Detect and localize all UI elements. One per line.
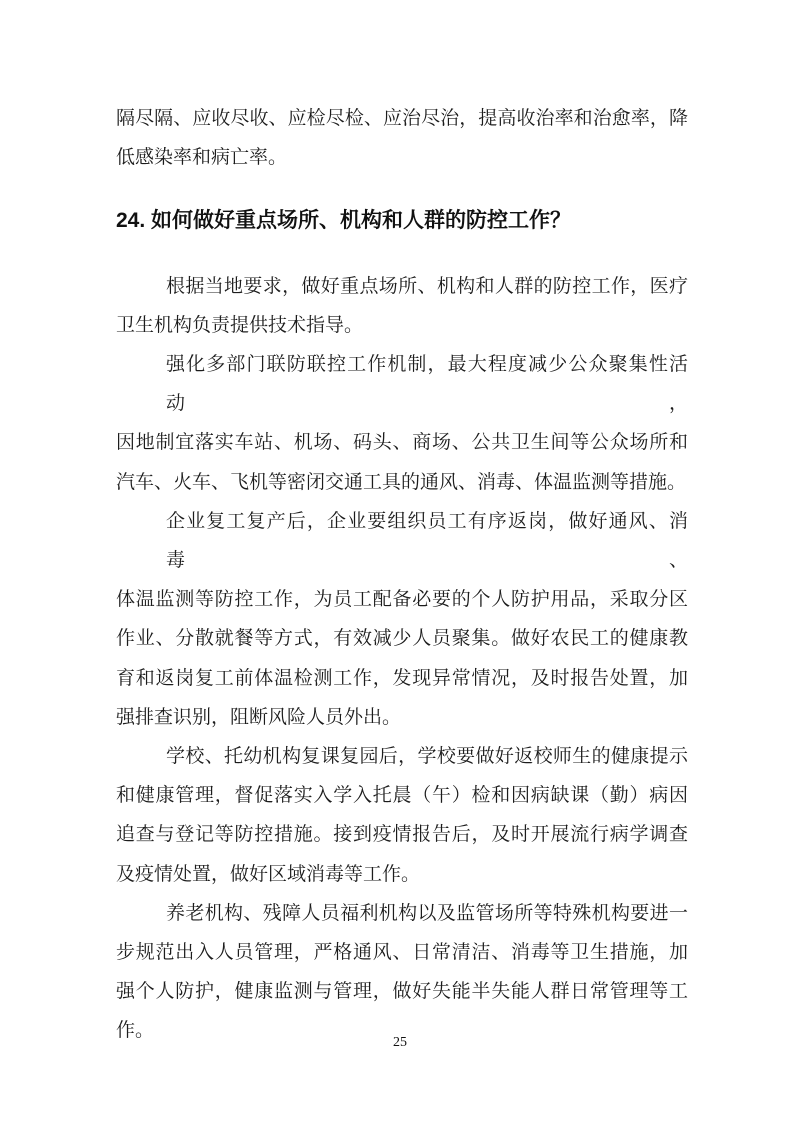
text-line: 体温监测等防控工作，为员工配备必要的个人防护用品，采取分区 xyxy=(116,589,688,611)
text-line: 强个人防护，健康监测与管理，做好失能半失能人群日常管理等工 xyxy=(116,981,688,1003)
paragraph xyxy=(116,345,688,502)
text-line: 隔尽隔、应收尽收、应检尽检、应治尽治，提高收治率和治愈率，降 xyxy=(116,108,688,129)
text-line: 强化多部门联防联控工作机制，最大程度减少公众聚集性活动， xyxy=(166,354,688,415)
page-number: 25 xyxy=(393,1035,407,1050)
text-line: 追查与登记等防控措施。接到疫情报告后，及时开展流行病学调查 xyxy=(116,824,688,846)
text-line: 汽车、火车、飞机等密闭交通工具的通风、消毒、体温监测等措施。 xyxy=(116,471,687,493)
text-line: 育和返岗复工前体温检测工作，发现异常情况，及时报告处置，加 xyxy=(116,667,688,689)
paragraph xyxy=(116,99,688,177)
text-line: 作业、分散就餐等方式，有效减少人员聚集。做好农民工的健康教 xyxy=(116,628,688,650)
text-line: 作。 xyxy=(116,1020,155,1042)
text-line: 低感染率和病亡率。 xyxy=(116,147,288,169)
text-line: 步规范出入人员管理，严格通风、日常清洁、消毒等卫生措施，加 xyxy=(116,942,688,964)
paragraph xyxy=(116,267,688,345)
text-line: 学校、托幼机构复课复园后，学校要做好返校师生的健康提示 xyxy=(166,746,688,768)
text-line: 因地制宜落实车站、机场、码头、商场、公共卫生间等公众场所和 xyxy=(116,432,688,454)
paragraph xyxy=(116,502,688,737)
text-line: 根据当地要求，做好重点场所、机构和人群的防控工作，医疗 xyxy=(166,275,688,297)
text-line: 和健康管理，督促落实入学入托晨（午）检和因病缺课（勤）病因 xyxy=(116,785,688,807)
text-line: 养老机构、残障人员福利机构以及监管场所等特殊机构要进一 xyxy=(166,902,688,924)
page-body xyxy=(116,99,688,1051)
paragraph xyxy=(116,737,688,894)
text-line: 及疫情处置，做好区域消毒等工作。 xyxy=(116,863,421,885)
text-line: 卫生机构负责提供技术指导。 xyxy=(116,314,364,336)
text-line: 企业复工复产后，企业要组织员工有序返岗，做好通风、消毒、 xyxy=(166,510,688,572)
text-line: 强排查识别，阻断风险人员外出。 xyxy=(116,706,402,728)
section-heading: 24. 如何做好重点场所、机构和人群的防控工作？ xyxy=(116,209,572,233)
paragraph xyxy=(116,894,688,1051)
